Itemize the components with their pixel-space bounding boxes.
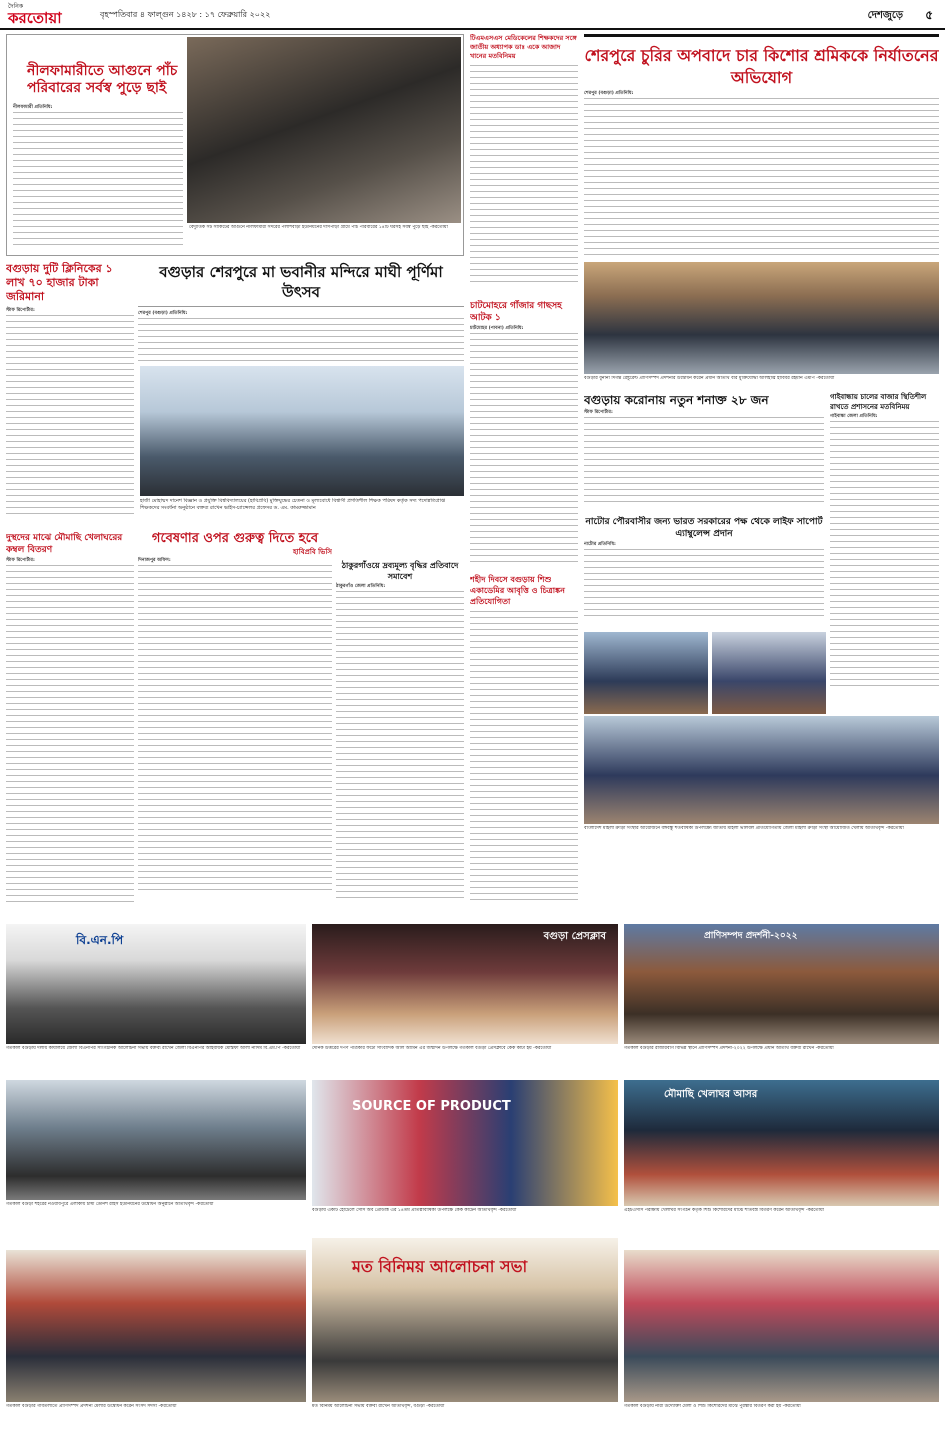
- grid-caption-7: গতকাল বগুড়ার গাবতলীতে প্রাণিসম্পদ প্রদর্শনী মেলার উদ্বোধন করেন সংসদ সদস্য -করতোয়া: [6, 1404, 177, 1409]
- tmss-headline: টিএমএসএস মেডিকেলের শিক্ষকদের সঙ্গে জাতীয় অধ্যাপক ডাঃ একে আজাদ খানের মতবিনিময়: [470, 34, 577, 60]
- mouchak-lead: স্টাফ রিপোর্টার:: [6, 558, 35, 563]
- gaibandha-lead: গাইবান্ধা জেলা প্রতিনিধি:: [830, 414, 878, 419]
- bnp-photo: [6, 924, 306, 1044]
- natore-headline: নাটোর পৌরবাসীর জন্য ভারত সরকারের পক্ষ থেকে লাইফ সাপোর্ট এ্যাম্বুলেন্স প্রদান: [585, 517, 823, 539]
- seminar-photo: [140, 366, 464, 496]
- research-article: [138, 530, 332, 920]
- ganja-article: [470, 300, 578, 570]
- ganja-body: [470, 333, 578, 563]
- mouchak-body: [6, 565, 134, 905]
- fire-caption: বৈদ্যুতিক সর্ট সার্কিটের আগুনে নীলফামারী সদরের পলাশবাড়ী ইউনিয়নের দাসপাড়া গ্রামে পাঁচ পরিবারের ১৪টি ঘরসহ সর্বস্ব পুড়ে ছাই -করতোয়া: [189, 225, 448, 230]
- press-photo: [312, 924, 618, 1044]
- bhabani-lead: শেরপুর (বগুড়া) প্রতিনিধি:: [138, 311, 188, 316]
- torture-body: শেরপুর (বগুড়া) প্রতিনিধি:: [584, 91, 939, 258]
- shaheed-headline: শহীদ দিবসে বগুড়ায় শিশু একাডেমির আবৃত্তি ও চিত্রাঙ্কন প্রতিযোগিতা: [470, 574, 565, 606]
- bhabani-body: [138, 318, 464, 362]
- torture-headline: শেরপুরে চুরির অপবাদে চার কিশোর শ্রমিককে নির্যাতনের অভিযোগ: [584, 46, 939, 87]
- ganja-headline: চাটমোহরে গাঁজার গাছসহ আটক ১: [470, 301, 562, 323]
- clinic-body: [6, 315, 134, 515]
- women-photo-2: [712, 632, 826, 714]
- bhabani-article: [138, 262, 464, 362]
- women-photo-3: [584, 716, 939, 824]
- seminar-caption: হাজী মোহাম্মদ দানেশ বিজ্ঞান ও প্রযুক্তি বিশ্ববিদ্যালয়ের (হাবিপ্রবি) মুক্তিযুদ্ধের চেতনা ও মূল্যবোধে বিশ্বাসী প্রগতিশীল শিক্ষক পরিষদ কর্তৃক সদ্য পদোন্নতিপ্রাপ্ত শিক্ষকদের সংবর্ধনা অনুষ্ঠানে বক্তব্য রাখেন ভাইস-চ্যান্সেলর প্রফেসর ড. এম. কামরুজ্জামান: [140, 498, 446, 512]
- corona-body: [584, 417, 824, 507]
- research-headline: গবেষণার ওপর গুরুত্ব দিতে হবে: [151, 531, 319, 546]
- gaibandha-body: [830, 421, 939, 691]
- natore-article: [584, 516, 824, 628]
- section-name: দেশজুড়ে: [867, 10, 903, 21]
- source-photo: [312, 1080, 618, 1206]
- fire-headline: নীলফামারীতে আগুনে পাঁচ পরিবারের সর্বস্ব পুড়ে ছাই: [27, 63, 178, 96]
- alochona-photo: [312, 1238, 618, 1402]
- expo-banner: প্রাণিসম্পদ প্রদর্শনী-২০২২: [704, 931, 798, 941]
- expo-caption: বগুড়ার বুনানী দিগন্ত রেষ্টুরেন্ট প্রাণিসম্পদ প্রদর্শনীর উদ্বোধন করেন প্রধান অতিথি বীর মুক্তিযোদ্ধা আলহাজ্ব হাবিবর রহমান এমপি -করতোয়া: [584, 376, 835, 381]
- newspaper-logo: দৈনিক করতোয়া: [8, 3, 62, 27]
- grid-caption-5: বগুড়ায় একটি হোটেলে সোর্স অব প্রোডাক্ট এর ১৪তম প্রতিষ্ঠাবার্ষিকী উপলক্ষে কেক কাটেন অতিথিবৃন্দ -করতোয়া: [312, 1208, 517, 1213]
- women-caption: বাংলাদেশ মহিলা ক্রীড়া সংস্থার আয়োজনে বঙ্গবন্ধু শতবার্ষিকী উপলক্ষ্যে জাতীয় মহিলা ভলিবল প্রতিযোগিতায় জেলা মহিলা ক্রীড়া সংস্থা আয়োজিত খেলায় অতিথিবৃন্দ -করতোয়া: [584, 826, 904, 831]
- fair-photo: [624, 1250, 939, 1402]
- issue-date: বৃহস্পতিবার ৪ ফাল্গুন ১৪২৮ : ১৭ ফেব্রুয়ারি ২০২২: [100, 10, 271, 19]
- gaibandha-headline: গাইবান্ধায় চালের বাজার স্থিতিশীল রাখতে প্রশাসনের মতবিনিময়: [830, 392, 927, 411]
- women-photo-1: [584, 632, 708, 714]
- corona-headline: বগুড়ায় করোনায় নতুন শনাক্ত ২৮ জন: [584, 393, 769, 407]
- natore-body: [584, 549, 824, 619]
- shaheed-article: [470, 574, 578, 920]
- press-banner: বগুড়া প্রেসক্লাব: [543, 931, 606, 942]
- research-body: [138, 565, 332, 895]
- shaheed-body: [470, 611, 578, 901]
- grid-caption-9: গতকাল বগুড়ায় নারী উদ্যোক্তা মেলা ও শিশু কিশোরদের মাঝে পুরস্কার বিতরণ করা হয় -করতোয়া: [624, 1404, 801, 1409]
- corona-lead: স্টাফ রিপোর্টার:: [584, 410, 613, 415]
- tmss-article: [470, 34, 578, 298]
- source-banner: SOURCE OF PRODUCT: [352, 1099, 511, 1114]
- grid-caption-8: মত বিনিময় আলোচনা সভায় বক্তব্য রাখেন অতিথিবৃন্দ, বগুড়া -করতোয়া: [312, 1404, 445, 1409]
- corona-article: [584, 392, 824, 512]
- gaibandha-article: [830, 392, 939, 710]
- tmss-body: [470, 65, 578, 285]
- mouchak-article: [6, 532, 134, 920]
- bnp-banner: বি.এন.পি: [76, 933, 124, 947]
- thakurgaon-headline: ঠাকুরগাঁওয়ে দ্রব্যমূল্য বৃদ্ধির প্রতিবাদে সমাবেশ: [341, 560, 459, 581]
- masthead: [0, 0, 945, 30]
- grid-caption-2: দৈনিক উত্তরের দর্পণ পত্রিকার ফটো সাংবাদিক আল আমিন এর জন্মদিন উপলক্ষে গতকাল বগুড়া প্রেসক্লাবে কেক কাটা হয় -করতোয়া: [312, 1046, 552, 1051]
- fire-body: নীলফামারী প্রতিনিধি:: [13, 105, 183, 253]
- grid-caption-1: গতকাল বগুড়ায় দলীয় কার্যালয়ে জেলা বিএনপির সাংগঠনিক আলোচনা সভায় বক্তব্য রাখেন জেলা বিএনপির আহবায়ক মোস্তফা আলী নাদিম বি.এম.পি -করতোয়া: [6, 1046, 301, 1051]
- grid-caption-4: গতকাল বগুড়া শহরের নওয়াবপুরে এলাকায় চাষী ডেনিশ রাইস ইউনিয়নের উদ্বোধন অনুষ্ঠানে অতিথিবৃন্দ -করতোয়া: [6, 1202, 214, 1207]
- thakurgaon-body: [336, 591, 464, 901]
- ganja-lead: চাটমোহর (পাবনা) প্রতিনিধি:: [470, 326, 524, 331]
- grid-caption-3: গতকাল বগুড়ার রাজারবাগ বিভিন্ন স্থানে প্রাণিসম্পদ প্রদর্শনী-২০২২ উপলক্ষে প্রধান অতিথি বক্তব্য রাখেন -করতোয়া: [624, 1046, 834, 1051]
- grid-caption-6: এইচএসসি পরীক্ষায় খেলাঘর সংগঠন কর্তৃক শিশু কিশোরদের মাঝে শীতবস্ত্র বিতরণ করেন অতিথিবৃন্দ -করতোয়া: [624, 1208, 824, 1213]
- alochona-banner: মত বিনিময় আলোচনা সভা: [352, 1257, 528, 1276]
- mouchak-banner: মৌমাছি খেলাঘর আসর: [664, 1089, 758, 1100]
- mouchak-headline: দুস্থদের মাঝে মৌমাছি খেলাঘরের কম্বল বিতরণ: [6, 533, 123, 555]
- research-lead: দিনাজপুর অফিস:: [138, 558, 171, 564]
- thakurgaon-lead: ঠাকুরগাঁও জেলা প্রতিনিধি:: [336, 584, 386, 589]
- torture-article: [584, 34, 939, 258]
- bhabani-headline: বগুড়ার শেরপুরে মা ভবানীর মন্দিরে মাঘী পূর্ণিমা উৎসব: [138, 262, 464, 307]
- rice-photo: [6, 1080, 306, 1200]
- clinic-lead: স্টাফ রিপোর্টার:: [6, 308, 35, 313]
- natore-lead: নাটোর প্রতিনিধি:: [584, 542, 616, 547]
- fire-article: [6, 34, 464, 256]
- thakurgaon-article: [336, 560, 464, 920]
- expo-photo: [584, 262, 939, 374]
- research-byline: হাবিপ্রবি ভিসি: [292, 547, 332, 556]
- clinic-headline: বগুড়ায় দুটি ক্লিনিকের ১ লাখ ৭০ হাজার টাকা জরিমানা: [6, 262, 113, 303]
- mouchak-photo: [624, 1080, 939, 1206]
- page-number: ৫: [925, 8, 933, 22]
- fire-photo: [187, 37, 461, 223]
- clinic-article: [6, 262, 134, 528]
- expo2-photo: [624, 924, 939, 1044]
- gabtali-photo: [6, 1250, 306, 1402]
